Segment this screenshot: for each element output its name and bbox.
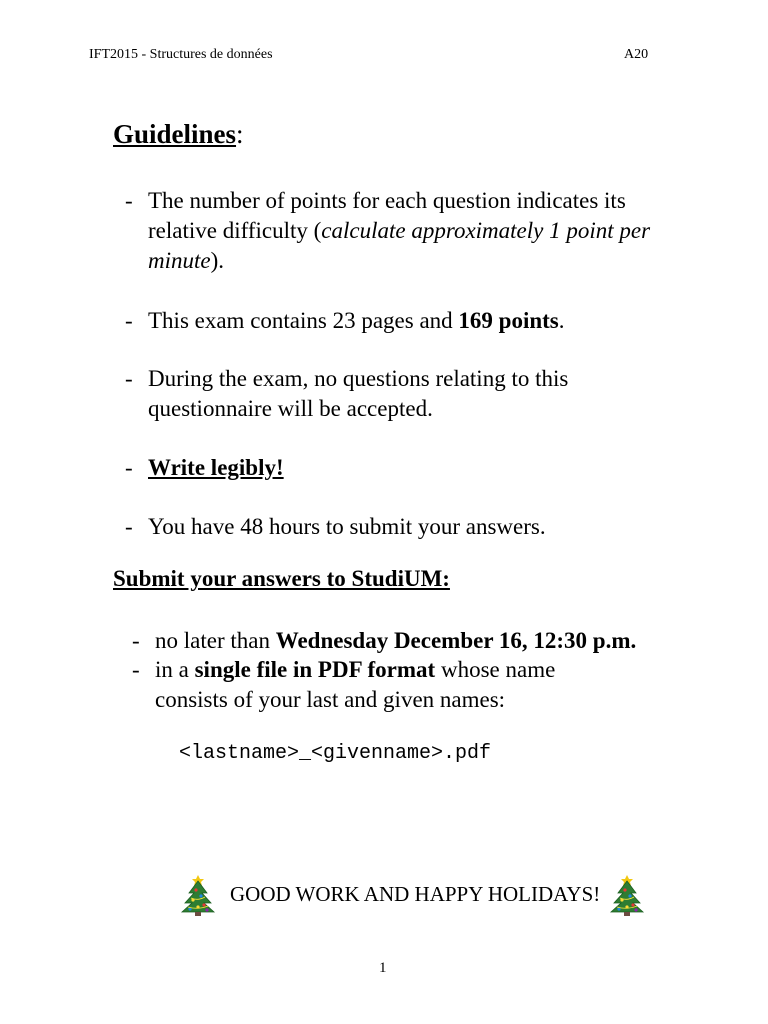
submit-heading: Submit your answers to StudiUM: [113, 566, 450, 591]
bullet-dash: - [125, 188, 133, 213]
bullet-dash: - [132, 628, 140, 653]
hours-text: You have 48 hours to submit your answers. [148, 514, 546, 539]
course-header: IFT2015 - Structures de données [89, 47, 273, 62]
page-number: 1 [379, 960, 387, 976]
list-item-hours [125, 512, 685, 542]
filename-template: <lastname>_<givenname>.pdf [179, 742, 492, 765]
points-text-b: ). [210, 248, 225, 273]
bullet-dash: - [125, 366, 133, 391]
deadline-text [155, 626, 692, 656]
bullet-dash: - [125, 455, 133, 480]
list-item-format [132, 655, 602, 715]
list-item-questions [125, 364, 625, 424]
format-text-b: whose name consists of your last and given names: [155, 657, 556, 712]
deadline-text-a: no later than [155, 628, 276, 653]
deadline-bold: Wednesday December 16, 12:30 p.m. [275, 628, 637, 653]
guidelines-colon: : [236, 119, 244, 149]
points-text-a: The number of points for each question indicates its relative difficulty ( [148, 188, 626, 243]
legibly-text: Write legibly! [148, 455, 284, 480]
guidelines-heading [113, 119, 244, 150]
list-item-points [125, 186, 685, 276]
pages-text-a: This exam contains 23 pages and [148, 308, 459, 333]
guidelines-title: Guidelines [113, 119, 237, 149]
format-text-a: in a [155, 657, 195, 682]
bullet-dash: - [125, 514, 133, 539]
pages-text [148, 306, 685, 336]
pages-text-b: . [558, 308, 565, 333]
christmas-tree-icon [607, 872, 647, 916]
format-text [155, 655, 602, 715]
format-bold: single file in PDF format [194, 657, 436, 682]
holiday-message [178, 872, 678, 916]
points-text [148, 186, 685, 276]
questions-text: During the exam, no questions relating to this questionnaire will be accepted. [148, 366, 569, 421]
pages-bold: 169 points [458, 308, 559, 333]
list-item-pages [125, 306, 685, 336]
list-item-deadline [132, 626, 692, 656]
holiday-text: GOOD WORK AND HAPPY HOLIDAYS! [230, 881, 601, 906]
bullet-dash: - [132, 657, 140, 682]
christmas-tree-icon [178, 872, 218, 916]
bullet-dash: - [125, 308, 133, 333]
points-italic: calculate approximately 1 point per minute [148, 218, 651, 273]
term-header: A20 [624, 47, 649, 62]
list-item-legibly [125, 453, 685, 483]
